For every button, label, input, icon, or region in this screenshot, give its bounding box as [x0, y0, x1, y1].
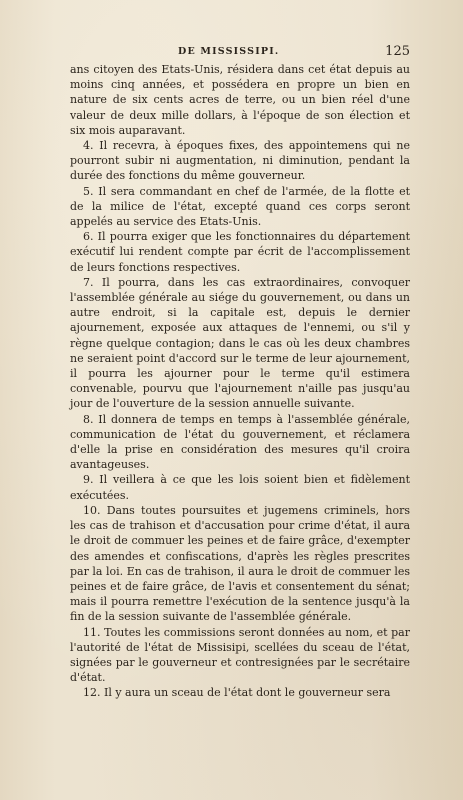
- article-9: 9. Il veillera à ce que les lois soient bien et fidèlement exécutées.: [70, 473, 410, 502]
- paragraph-continuation: ans citoyen des Etats-Unis, résidera dans cet état depuis au moins cinq années, et possédera en propre un bien en nature de six cents acres de terre, ou un bien réel d'une valeur de deux mille dollars, à l'époque de son élection et six mois auparavant.: [70, 63, 410, 137]
- article-8: 8. Il donnera de temps en temps à l'assemblée générale, communication de l'état du gouvernement, et réclamera d'elle la prise en considération des mesures qu'il croira avantageuses.: [70, 412, 410, 472]
- article-6: 6. Il pourra exiger que les fonctionnaires du département exécutif lui rendent compte par écrit de l'accomplissement de leurs fonctions respectives.: [70, 230, 410, 274]
- page-header: [70, 44, 410, 62]
- article-10: 10. Dans toutes poursuites et jugemens criminels, hors les cas de trahison et d'accusation pour crime d'état, il aura le droit de commuer les peines et de faire grâce, d'exempter des amendes et confiscations, d'après les règles prescrites par la loi. En cas de trahison, il aura le droit de commuer les peines et de faire grâce, de l'avis et consentement du sénat; mais il pourra remettre l'exécution de la sentence jusqu'à la fin de la session suivante de l'assemblée générale.: [70, 503, 410, 624]
- article-7: 7. Il pourra, dans les cas extraordinaires, convoquer l'assemblée générale au siége du gouvernement, ou dans un autre endroit, si la capitale est, depuis le dernier ajournement, exposée aux attaques de l'ennemi, ou s'il y règne quelque contagion; dans le cas où les deux chambres ne seraient point d'accord sur le terme de leur ajournement, il pourra les ajourner pour le terme qu'il estimera convenable, pourvu que l'ajournement n'aille pas jusqu'au jour de l'ouverture de la session annuelle suivante.: [70, 275, 410, 411]
- article-11: 11. Toutes les commissions seront données au nom, et par l'autorité de l'état de Missisipi, scellées du sceau de l'état, signées par le gouverneur et contresignées par le secrétaire d'état.: [70, 625, 410, 685]
- body-text: [70, 62, 410, 701]
- article-4: 4. Il recevra, à époques fixes, des appointemens qui ne pourront subir ni augmentation, ni diminution, pendant la durée des fonctions du même gouverneur.: [70, 139, 410, 183]
- article-12: 12. Il y aura un sceau de l'état dont le gouverneur sera: [83, 686, 391, 700]
- article-5: 5. Il sera commandant en chef de l'armée, de la flotte et de la milice de l'état, excepté quand ces corps seront appelés au service des Etats-Unis.: [70, 184, 410, 229]
- running-title: DE MISSISSIPI.: [178, 46, 280, 57]
- page-number: 125: [385, 44, 410, 59]
